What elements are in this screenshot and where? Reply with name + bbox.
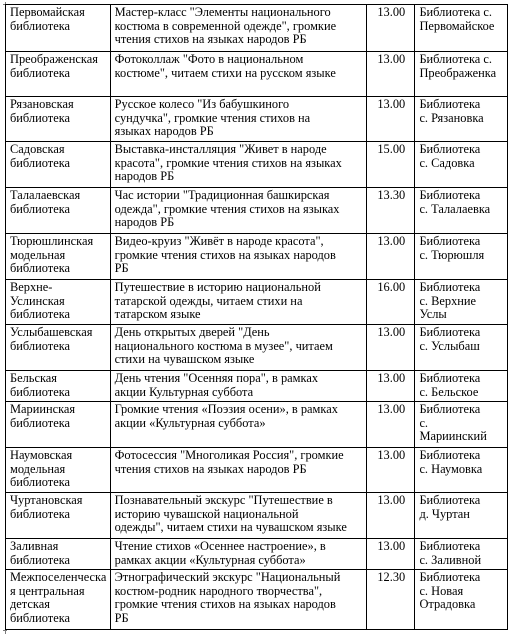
event-description-cell: Громкие чтения «Поэзия осени», в рамках акции «Культурная суббота» xyxy=(110,402,367,448)
event-time-cell: 13.00 xyxy=(367,492,415,538)
event-description-cell: Выставка-инсталляция "Живет в народе красота", громкие чтения стихов на языках народов РБ xyxy=(110,142,367,188)
table-row xyxy=(6,280,508,325)
library-name-cell: Мариинская библиотека xyxy=(6,402,111,448)
library-name-cell: Садовская библиотека xyxy=(6,142,111,188)
table-row xyxy=(6,5,508,52)
table-row xyxy=(6,52,508,97)
event-location-cell: Библиотека с. Первомайское xyxy=(415,5,508,52)
event-location-cell: Библиотека с. Услыбаш xyxy=(415,325,508,371)
event-time-cell: 13.00 xyxy=(367,448,415,493)
event-description-cell: Видео-круиз "Живёт в народе красота", громкие чтения стихов на языках народов РБ xyxy=(110,234,367,280)
event-description-cell: Путешествие в историю национальной татарской одежды, читаем стихи на татарском языке xyxy=(110,280,367,325)
library-name-cell: Верхне- Услинская библиотека xyxy=(6,280,111,325)
table-row xyxy=(6,402,508,448)
event-time-cell: 12.30 xyxy=(367,570,415,630)
events-table xyxy=(5,4,508,630)
event-location-cell: Библиотека с. Тюрюшля xyxy=(415,234,508,280)
table-row xyxy=(6,142,508,188)
event-description-cell: Час истории "Традиционная башкирская одежда", громкие чтения стихов на языках народов РБ xyxy=(110,188,367,234)
library-name-cell: Тюрюшлинская модельная библиотека xyxy=(6,234,111,280)
table-row xyxy=(6,234,508,280)
library-name-cell: Преображенская библиотека xyxy=(6,52,111,97)
event-location-cell: Библиотека с. Садовка xyxy=(415,142,508,188)
library-name-cell: Первомайская библиотека xyxy=(6,5,111,52)
table-row xyxy=(6,448,508,493)
event-time-cell: 15.00 xyxy=(367,142,415,188)
event-description-cell: Чтение стихов «Осеннее настроение», в рамках акции «Культурная суббота» xyxy=(110,538,367,569)
library-name-cell: Межпоселенческая центральная детская библиотека xyxy=(6,570,111,630)
event-time-cell: 13.00 xyxy=(367,234,415,280)
table-row xyxy=(6,188,508,234)
table-row xyxy=(6,97,508,142)
event-location-cell: Библиотека с. Заливной xyxy=(415,538,508,569)
event-location-cell: Библиотека с. Верхние Услы xyxy=(415,280,508,325)
event-time-cell: 13.30 xyxy=(367,188,415,234)
event-location-cell: Библиотека с. Бельское xyxy=(415,371,508,402)
event-description-cell: День чтения "Осенняя пора", в рамках акции Культурная суббота xyxy=(110,371,367,402)
table-row xyxy=(6,492,508,538)
table-row xyxy=(6,538,508,569)
library-name-cell: Чуртановская библиотека xyxy=(6,492,111,538)
event-description-cell: Этнографический экскурс "Национальный костюм-родник народного творчества", громкие чтения стихов на языках народов РБ xyxy=(110,570,367,630)
event-location-cell: Библиотека с. Новая Отрадовка xyxy=(415,570,508,630)
corner-mark-bottom-left xyxy=(3,630,7,634)
event-time-cell: 13.00 xyxy=(367,97,415,142)
library-name-cell: Заливная библиотека xyxy=(6,538,111,569)
events-table-body xyxy=(6,5,508,630)
table-row xyxy=(6,325,508,371)
event-location-cell: Библиотека с. Наумовка xyxy=(415,448,508,493)
table-row xyxy=(6,371,508,402)
event-location-cell: Библиотека с. Мариинский xyxy=(415,402,508,448)
event-description-cell: Познавательный экскурс "Путешествие в историю чувашской национальной одежды", читаем стихи на чувашском языке xyxy=(110,492,367,538)
table-row xyxy=(6,570,508,630)
library-name-cell: Услыбашевская библиотека xyxy=(6,325,111,371)
library-name-cell: Наумовская модельная библиотека xyxy=(6,448,111,493)
event-time-cell: 13.00 xyxy=(367,371,415,402)
library-name-cell: Талалаевская библиотека xyxy=(6,188,111,234)
event-description-cell: День открытых дверей "День национального костюма в музее", читаем стихи на чувашском языке xyxy=(110,325,367,371)
event-time-cell: 13.00 xyxy=(367,325,415,371)
event-description-cell: Русское колесо "Из бабушкиного сундучка", громкие чтения стихов на языках народов РБ xyxy=(110,97,367,142)
event-description-cell: Фотоколлаж "Фото в национальном костюме", читаем стихи на русском языке xyxy=(110,52,367,97)
event-time-cell: 13.00 xyxy=(367,52,415,97)
library-name-cell: Бельская библиотека xyxy=(6,371,111,402)
event-time-cell: 13.00 xyxy=(367,5,415,52)
event-description-cell: Мастер-класс "Элементы национального костюма в современной одежде", громкие чтения стихов на языках народов РБ xyxy=(110,5,367,52)
event-time-cell: 16.00 xyxy=(367,280,415,325)
event-description-cell: Фотосессия "Многоликая Россия", громкие чтения стихов на языках народов РБ xyxy=(110,448,367,493)
library-name-cell: Рязановская библиотека xyxy=(6,97,111,142)
event-location-cell: Библиотека с. Рязановка xyxy=(415,97,508,142)
event-time-cell: 13.00 xyxy=(367,538,415,569)
event-location-cell: Библиотека с. Талалаевка xyxy=(415,188,508,234)
event-location-cell: Библиотека д. Чуртан xyxy=(415,492,508,538)
event-location-cell: Библиотека с. Преображенка xyxy=(415,52,508,97)
event-time-cell: 13.00 xyxy=(367,402,415,448)
